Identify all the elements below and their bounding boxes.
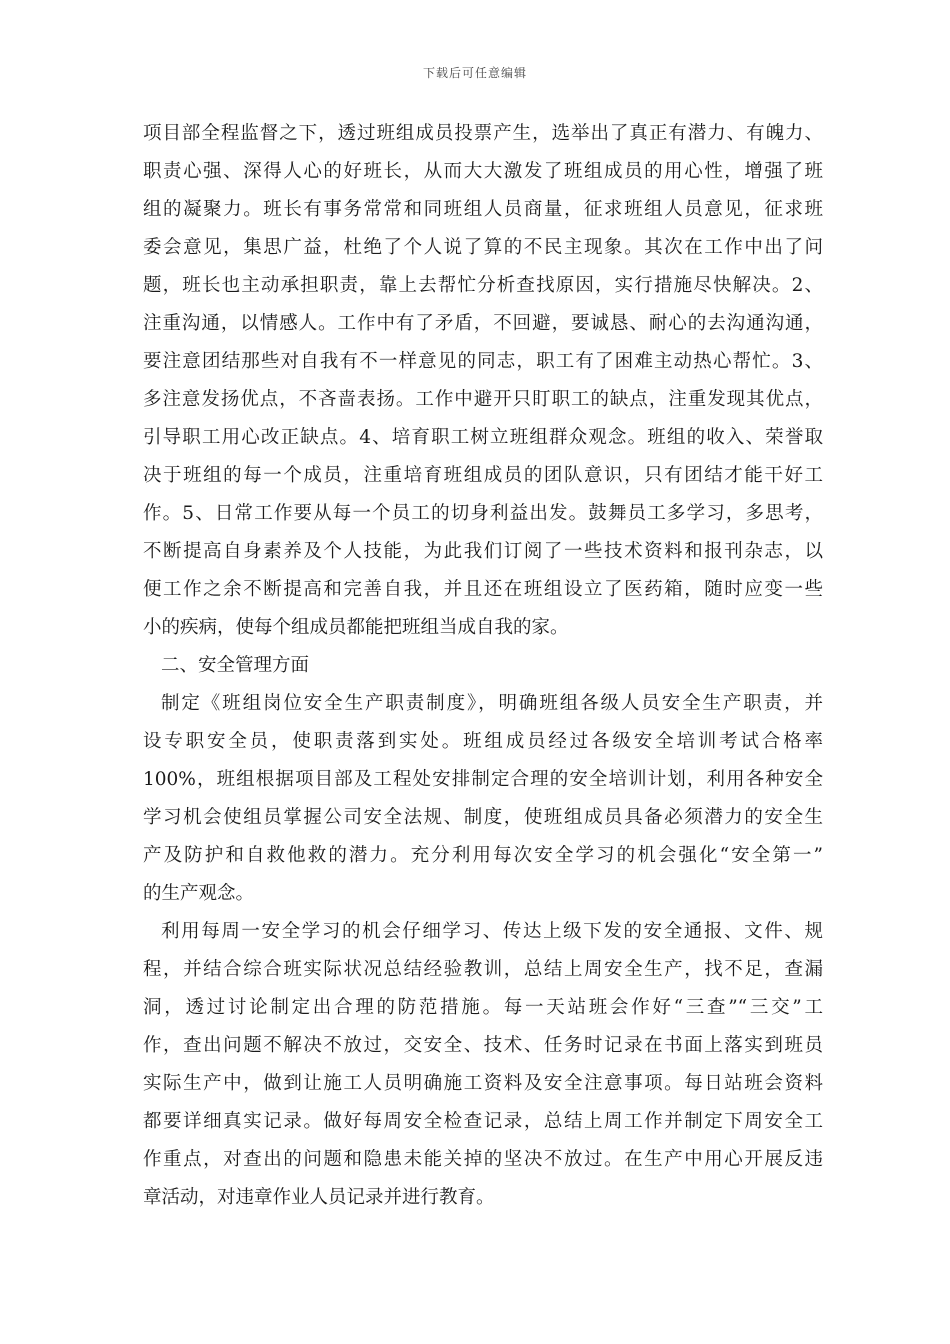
text-line: 题，班长也主动承担职责，靠上去帮忙分析查找原因，实行措施尽快解决。2、 [143, 275, 823, 296]
text-line: 作。5、日常工作要从每一个员工的切身利益出发。鼓舞员工多学习，多思考， [143, 503, 823, 524]
text-line: 作重点，对查出的问题和隐患未能关掉的坚决不放过。在生产中用心开展反违 [143, 1149, 823, 1170]
text-line: 不断提高自身素养及个人技能，为此我们订阅了一些技术资料和报刊杂志，以 [143, 541, 823, 562]
text-line: 决于班组的每一个成员，注重培育班组成员的团队意识，只有团结才能干好工 [143, 465, 823, 486]
text-line: 实际生产中，做到让施工人员明确施工资料及安全注意事项。每日站班会资料 [143, 1073, 823, 1094]
text-line: 程，并结合综合班实际状况总结经验教训，总结上周安全生产，找不足，查漏 [143, 959, 823, 980]
text-line: 多注意发扬优点，不吝啬表扬。工作中避开只盯职工的缺点，注重发现其优点， [143, 389, 823, 410]
document-body [143, 115, 823, 1217]
text-line: 注重沟通，以情感人。工作中有了矛盾，不回避，要诚恳、耐心的去沟通沟通， [143, 313, 823, 334]
text-line: 便工作之余不断提高和完善自我，并且还在班组设立了医药箱，随时应变一些 [143, 579, 823, 600]
text-line: 产及防护和自救他救的潜力。充分利用每次安全学习的机会强化“安全第一” [143, 845, 823, 866]
text-line: 组的凝聚力。班长有事务常常和同班组人员商量，征求班组人员意见，征求班 [143, 199, 823, 220]
text-line: 章活动，对违章作业人员记录并进行教育。 [143, 1187, 495, 1208]
text-line: 制定《班组岗位安全生产职责制度》，明确班组各级人员安全生产职责，并 [161, 693, 823, 714]
text-line: 小的疾病，使每个组成员都能把班组当成自我的家。 [143, 617, 569, 638]
text-line: 设专职安全员，使职责落到实处。班组成员经过各级安全培训考试合格率 [143, 731, 823, 752]
text-line: 利用每周一安全学习的机会仔细学习、传达上级下发的安全通报、文件、规 [161, 921, 823, 942]
text-line: 作，查出问题不解决不放过，交安全、技术、任务时记录在书面上落实到班员 [143, 1035, 823, 1056]
text-line: 二、安全管理方面 [161, 655, 310, 676]
text-line: 学习机会使组员掌握公司安全法规、制度，使班组成员具备必须潜力的安全生 [143, 807, 823, 828]
text-line: 要注意团结那些对自我有不一样意见的同志，职工有了困难主动热心帮忙。3、 [143, 351, 823, 372]
text-line: 引导职工用心改正缺点。4、培育职工树立班组群众观念。班组的收入、荣誉取 [143, 427, 823, 448]
text-line: 的生产观念。 [143, 883, 255, 904]
text-line: 项目部全程监督之下，透过班组成员投票产生，选举出了真正有潜力、有魄力、 [143, 123, 823, 144]
text-line: 都要详细真实记录。做好每周安全检查记录，总结上周工作并制定下周安全工 [143, 1111, 823, 1132]
text-line: 职责心强、深得人心的好班长，从而大大激发了班组成员的用心性，增强了班 [143, 161, 823, 182]
text-line: 洞，透过讨论制定出合理的防范措施。每一天站班会作好“三查”“三交”工 [143, 997, 823, 1018]
text-line: 委会意见，集思广益，杜绝了个人说了算的不民主现象。其次在工作中出了问 [143, 237, 823, 258]
page-header-note: 下载后可任意编辑 [422, 66, 527, 80]
text-line: 100%，班组根据项目部及工程处安排制定合理的安全培训计划，利用各种安全 [143, 769, 823, 790]
